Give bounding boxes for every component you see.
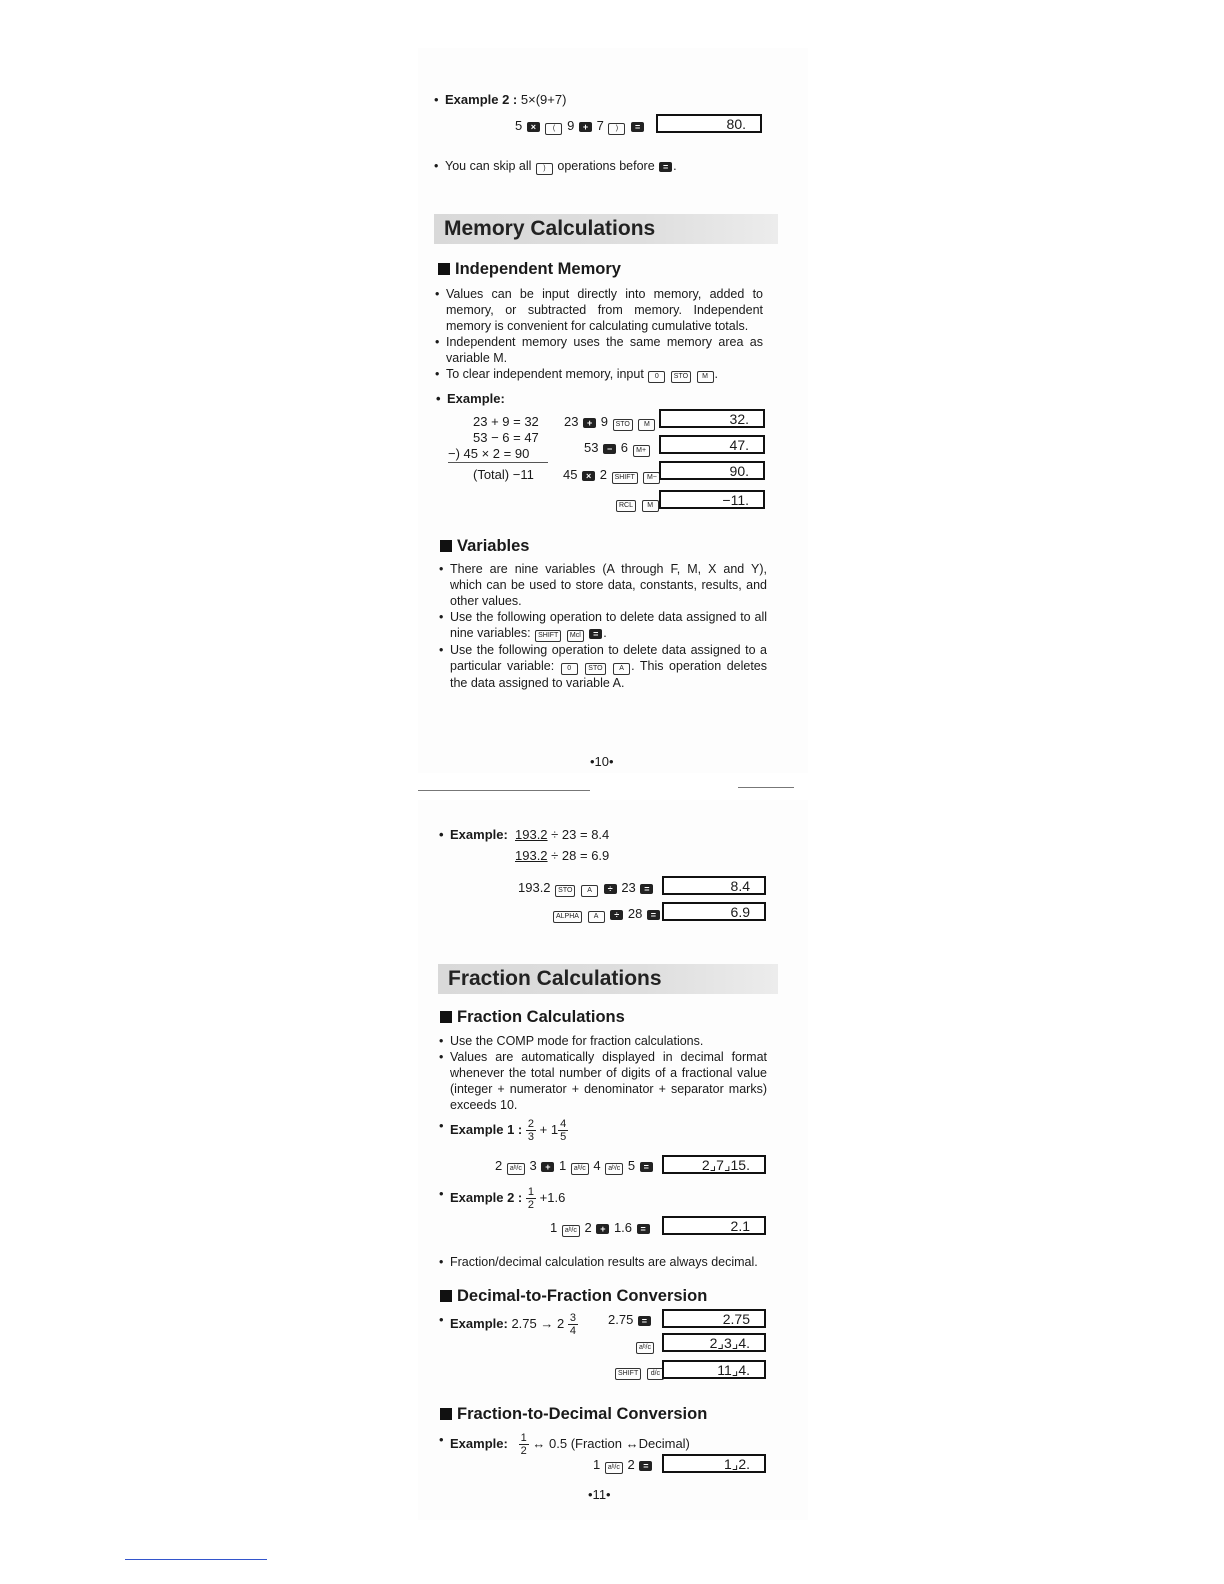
fraction-calculations-heading [440,1008,625,1027]
alpha-key-icon: ALPHA [553,911,582,923]
m-key-icon: M [638,419,655,431]
clear-memory-text: To clear independent memory, input [446,367,644,381]
multiply-key-icon: × [582,471,595,481]
heading-text: Independent Memory [455,260,621,278]
d2f-key-sequence-3 [614,1363,665,1380]
rcl-key-icon: RCL [616,500,636,512]
a-key-icon: A [581,885,598,897]
result-display: 80. [656,114,762,133]
abc-fraction-key-icon: aᵇ/c [605,1163,623,1175]
clear-memory-bullet: • To clear independent memory, input 0 STO M . [446,366,763,383]
f2d-key-sequence [593,1457,653,1474]
key-seq-digit: 9 [567,118,575,133]
example-2-key-sequence [515,118,645,135]
memory-key-sequence-3 [563,467,661,484]
divide-key-icon: ÷ [610,910,623,920]
fraction-calculations-banner: Fraction Calculations [438,964,778,994]
multiply-key-icon: × [527,122,540,132]
m-key-icon: M [697,371,714,383]
division-display: 6.9 [662,902,766,921]
conversion-display: 11⌟4. [662,1360,766,1379]
fraction-three-quarters [568,1312,578,1337]
memory-key-sequence-4 [615,495,660,512]
equals-key-icon: = [639,1461,652,1471]
equals-key-icon: = [637,1224,650,1234]
equals-key-icon: = [647,910,660,920]
memory-calc-line: 23 + 9 = 32 [473,414,539,429]
skip-note-pre: You can skip all [445,159,532,173]
example-2-label: Example 2 : [445,92,518,107]
bullet-item: • Use the COMP mode for fraction calculations. [450,1033,767,1049]
fraction-key-sequence-2 [550,1220,651,1237]
square-bullet-icon [440,1290,452,1302]
example-1-label: Example 1 : [450,1121,523,1137]
m-key-icon: M [642,500,659,512]
numerator: 1 [520,1432,527,1444]
skip-note-post: operations before [557,159,655,173]
page-separator [738,787,794,788]
sto-key-icon: STO [671,371,691,383]
sto-key-icon: STO [555,885,575,897]
bullet-item: • Values are automatically displayed in decimal format whenever the total number of digits of a fractional value (integer + numerator + denominator + separator marks) exceeds 10. [450,1049,767,1113]
decimal-note: • Fraction/decimal calculation results are always decimal. [450,1254,758,1270]
zero-key-icon: 0 [648,371,665,383]
heading-text: Fraction-to-Decimal Conversion [457,1405,708,1423]
key-seq-digit: 2 [495,1158,503,1173]
denominator: 5 [560,1131,567,1143]
numerator: 2 [527,1118,535,1130]
division-example-line [515,827,609,843]
key-seq-digit: 7 [596,118,604,133]
key-seq-digit: 1 [550,1220,558,1235]
fraction-bullets [450,1033,767,1113]
fraction-two-thirds [526,1118,536,1143]
conversion-display: 2⌟3⌟4. [662,1333,766,1352]
memory-key-sequence-2 [584,440,651,457]
conversion-expr: 2.75 → 2 [511,1315,565,1331]
memory-display: 32. [659,409,765,428]
bullet-item: • Use the following operation to delete data assigned to all nine variables: SHIFT Mcl = . [450,609,767,642]
memory-key-sequence-1 [564,414,656,431]
page-separator [418,790,590,791]
sto-key-icon: STO [585,663,605,675]
example-label: • Example: [450,827,508,843]
division-key-sequence-2 [552,906,661,923]
fraction-example-2 [450,1186,565,1211]
bullet-text: Use the following operation to delete data assigned to all nine variables: [450,610,767,640]
fraction-example-1 [450,1118,568,1143]
lparen-key-icon: ( [545,123,562,135]
key-seq-digit: 3 [529,1158,537,1173]
skip-note: • You can skip all ) operations before = . [445,158,677,175]
key-seq-digit: 53 [584,440,599,455]
equals-key-icon: = [631,122,644,132]
key-seq-digit: 5 [627,1158,636,1173]
denominator: 4 [569,1325,576,1337]
abc-fraction-key-icon: aᵇ/c [636,1342,654,1354]
conversion-display: 2.75 [662,1309,766,1328]
fraction-one-half [519,1432,529,1457]
heading-text: Fraction Calculations [457,1008,625,1026]
key-seq-digit: 5 [515,118,523,133]
rparen-key-icon: ) [536,163,553,175]
mcl-key-icon: Mcl [567,630,584,642]
total-divider [448,462,548,463]
key-seq-digit: 1 [558,1158,567,1173]
key-seq-digit: 23 [621,880,636,895]
key-seq-digit: 193.2 [518,880,551,895]
bullet-item: • Values can be input directly into memory, added to memory, or subtracted from memory. Independent memory is convenient for calculating cumulative totals. [446,286,763,334]
zero-key-icon: 0 [561,663,578,675]
underlined-value: 193.2 [515,848,548,863]
conversion-expr: ↔ 0.5 (Fraction ↔Decimal) [532,1435,690,1451]
variables-bullets [450,561,767,691]
square-bullet-icon [440,1011,452,1023]
memory-display: 90. [659,461,765,480]
mplus-key-icon: M+ [633,445,650,457]
conversion-display: 1⌟2. [662,1454,766,1473]
fraction-one-half [526,1186,536,1211]
shift-key-icon: SHIFT [535,630,561,642]
mminus-key-icon: M− [643,472,660,484]
numerator: 3 [569,1312,576,1324]
d2f-key-sequence-1 [608,1312,652,1328]
variables-heading [440,537,529,556]
equals-key-icon: = [638,1316,651,1326]
page-number: •11• [588,1487,611,1502]
plus-key-icon: + [583,418,596,428]
d2f-key-sequence-2 [635,1337,655,1354]
divide-key-icon: ÷ [604,884,617,894]
independent-memory-bullets [446,286,763,383]
example-label: Example: [450,1435,508,1451]
equals-key-icon: = [640,884,653,894]
equals-key-icon: = [589,629,602,639]
bullet-text-tail: . This operation deletes the data assigned to variable A. [450,659,768,690]
memory-calc-total: (Total) −11 [473,467,534,482]
footer-link-line [125,1559,267,1560]
key-seq-digit: 6 [620,440,628,455]
numerator: 1 [527,1186,535,1198]
key-seq-digit: 2 [627,1457,635,1472]
fraction-four-fifths [558,1118,568,1143]
example-2-expression: 5×(9+7) [520,92,567,107]
abc-fraction-key-icon: aᵇ/c [571,1163,589,1175]
numerator: 4 [560,1118,567,1130]
square-bullet-icon [440,1408,452,1420]
equals-key-icon: = [640,1162,653,1172]
division-key-sequence-1 [518,880,654,897]
heading-text: Variables [457,537,530,555]
minus-key-icon: − [603,444,616,454]
a-key-icon: A [613,663,630,675]
page-number: •10• [590,754,614,769]
square-bullet-icon [438,263,450,275]
denominator: 2 [527,1199,535,1211]
shift-key-icon: SHIFT [612,472,638,484]
key-seq-digit: 23 [564,414,579,429]
key-seq-digit: 4 [593,1158,601,1173]
bullet-item [450,642,767,691]
memory-display: −11. [659,490,765,509]
key-seq-digit: 9 [600,414,608,429]
heading-text: Decimal-to-Fraction Conversion [457,1287,708,1305]
fraction-display: 2⌟7⌟15. [662,1155,766,1174]
memory-calc-line: 53 − 6 = 47 [473,430,539,445]
decimal-to-fraction-heading [440,1287,707,1306]
bullet-item: • There are nine variables (A through F, M, X and Y), which can be used to store data, constants, results, and other values. [450,561,767,609]
division-rest: ÷ 28 = 6.9 [551,848,610,863]
example-2-label: Example 2 : [450,1189,523,1205]
manual-page-10 [418,48,808,773]
bullet-text: Use the following operation to delete data assigned to a particular variable: [450,643,767,673]
bullet-item: • Independent memory uses the same memory area as variable M. [446,334,763,366]
fraction-to-decimal-example [450,1432,690,1457]
shift-key-icon: SHIFT [615,1368,641,1380]
underlined-value: 193.2 [515,827,548,842]
key-seq-digit: 2.75 [608,1312,634,1327]
independent-memory-heading [438,260,621,279]
abc-fraction-key-icon: aᵇ/c [605,1462,623,1474]
key-seq-digit: 2 [584,1220,592,1235]
dc-key-icon: d/c [647,1368,664,1380]
square-bullet-icon [440,540,452,552]
memory-display: 47. [659,435,765,454]
decimal-to-fraction-example [450,1312,578,1337]
fraction-key-sequence-1 [495,1158,654,1175]
memory-calc-line: −) 45 × 2 = 90 [448,446,530,461]
key-seq-digit: 2 [599,467,607,482]
manual-page-11 [418,800,808,1520]
plus-key-icon: + [596,1224,609,1234]
plus-key-icon: + [579,122,592,132]
example-label: • Example: [447,391,505,407]
sto-key-icon: STO [613,419,633,431]
key-seq-digit: 1.6 [613,1220,633,1235]
example-2-line [445,92,566,108]
plus-key-icon: + [541,1162,554,1172]
a-key-icon: A [588,911,605,923]
abc-fraction-key-icon: aᵇ/c [562,1225,580,1237]
equals-key-icon: = [659,162,672,172]
denominator: 2 [520,1445,527,1457]
fraction-display: 2.1 [662,1216,766,1235]
key-seq-digit: 1 [593,1457,601,1472]
fraction-to-decimal-heading [440,1405,707,1424]
division-example-line [515,848,609,864]
rparen-key-icon: ) [608,123,625,135]
example-label: Example: [450,1315,508,1331]
key-seq-digit: 28 [627,906,643,921]
denominator: 3 [527,1131,535,1143]
division-display: 8.4 [662,876,766,895]
key-seq-digit: 45 [563,467,578,482]
fraction-operator: + 1 [539,1121,559,1137]
memory-calculations-banner: Memory Calculations [434,214,778,244]
abc-fraction-key-icon: aᵇ/c [507,1163,525,1175]
division-rest: ÷ 23 = 8.4 [551,827,610,842]
fraction-rest: +1.6 [539,1189,566,1205]
